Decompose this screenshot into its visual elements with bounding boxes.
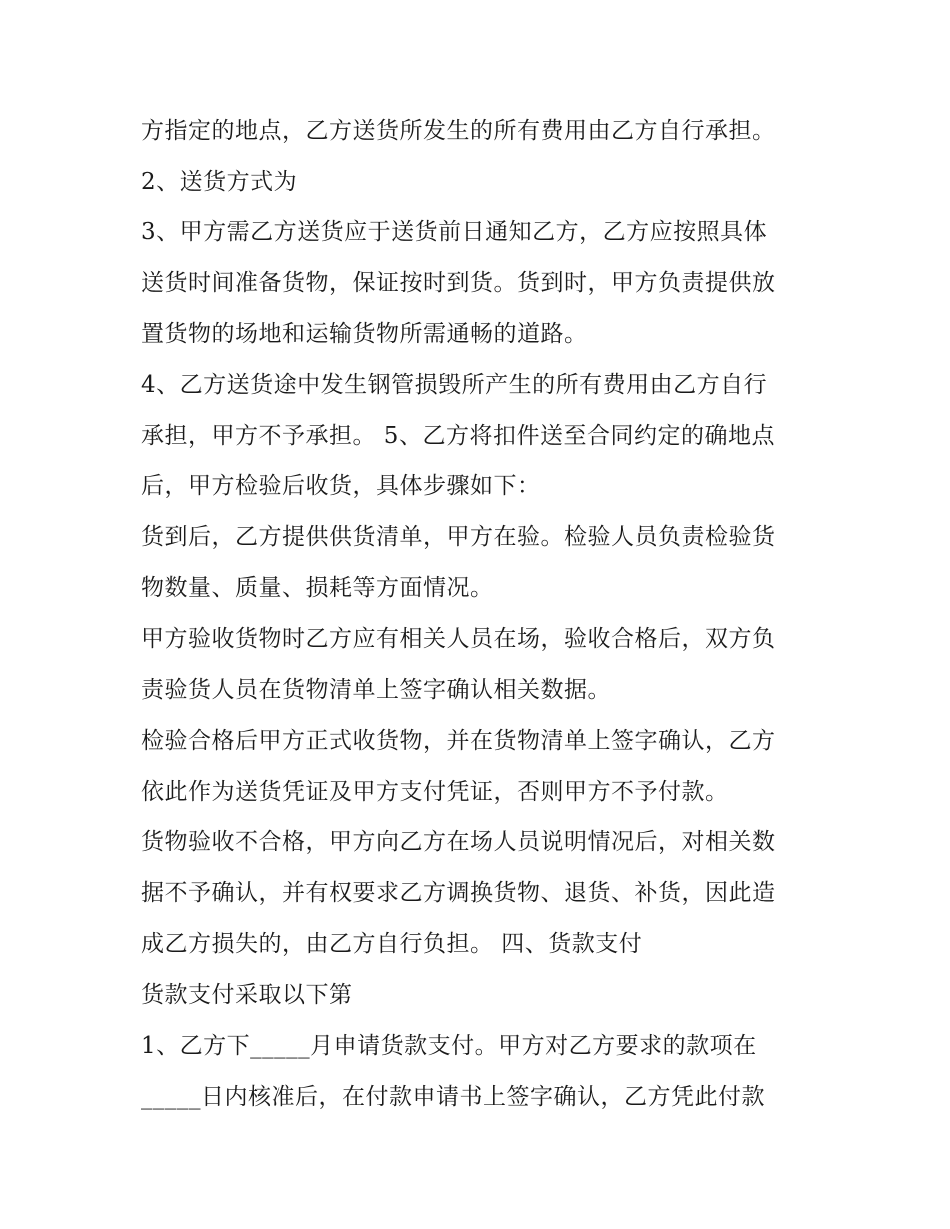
text-line: 物数量、质量、损耗等方面情况。 (141, 575, 494, 601)
text-line: 据不予确认，并有权要求乙方调换货物、退货、补货，因此造 (141, 880, 776, 906)
text-line: 货物验收不合格，甲方向乙方在场人员说明情况后，对相关数 (141, 829, 776, 855)
text-line: 3、甲方需乙方送货应于送货前日通知乙方，乙方应按照具体 (141, 219, 768, 245)
text-line: 方指定的地点，乙方送货所发生的所有费用由乙方自行承担。 (141, 118, 776, 144)
text-line: 甲方验收货物时乙方应有相关人员在场，验收合格后，双方负 (141, 626, 776, 652)
text-line: 货到后，乙方提供供货清单，甲方在验。检验人员负责检验货 (141, 524, 776, 550)
text-line: 货款支付采取以下第 (141, 982, 353, 1008)
text-line: 置货物的场地和运输货物所需通畅的道路。 (141, 321, 588, 347)
text-line: _____日内核准后，在付款申请书上签字确认，乙方凭此付款 (141, 1084, 765, 1110)
text-line: 成乙方损失的，由乙方自行负担。 四、货款支付 (141, 931, 643, 957)
text-line: 送货时间准备货物，保证按时到货。货到时，甲方负责提供放 (141, 270, 776, 296)
text-line: 2、送货方式为 (141, 169, 298, 195)
text-line: 承担，甲方不予承担。 5、乙方将扣件送至合同约定的确地点 (141, 423, 775, 449)
text-line: 1、乙方下_____月申请货款支付。甲方对乙方要求的款项在 (141, 1033, 757, 1059)
text-line: 4、乙方送货途中发生钢管损毁所产生的所有费用由乙方自行 (141, 372, 768, 398)
text-line: 后，甲方检验后收货，具体步骤如下： (141, 473, 541, 499)
text-line: 责验货人员在货物清单上签字确认相关数据。 (141, 677, 611, 703)
text-line: 依此作为送货凭证及甲方支付凭证，否则甲方不予付款。 (141, 779, 729, 805)
text-line: 检验合格后甲方正式收货物，并在货物清单上签字确认，乙方 (141, 728, 776, 754)
